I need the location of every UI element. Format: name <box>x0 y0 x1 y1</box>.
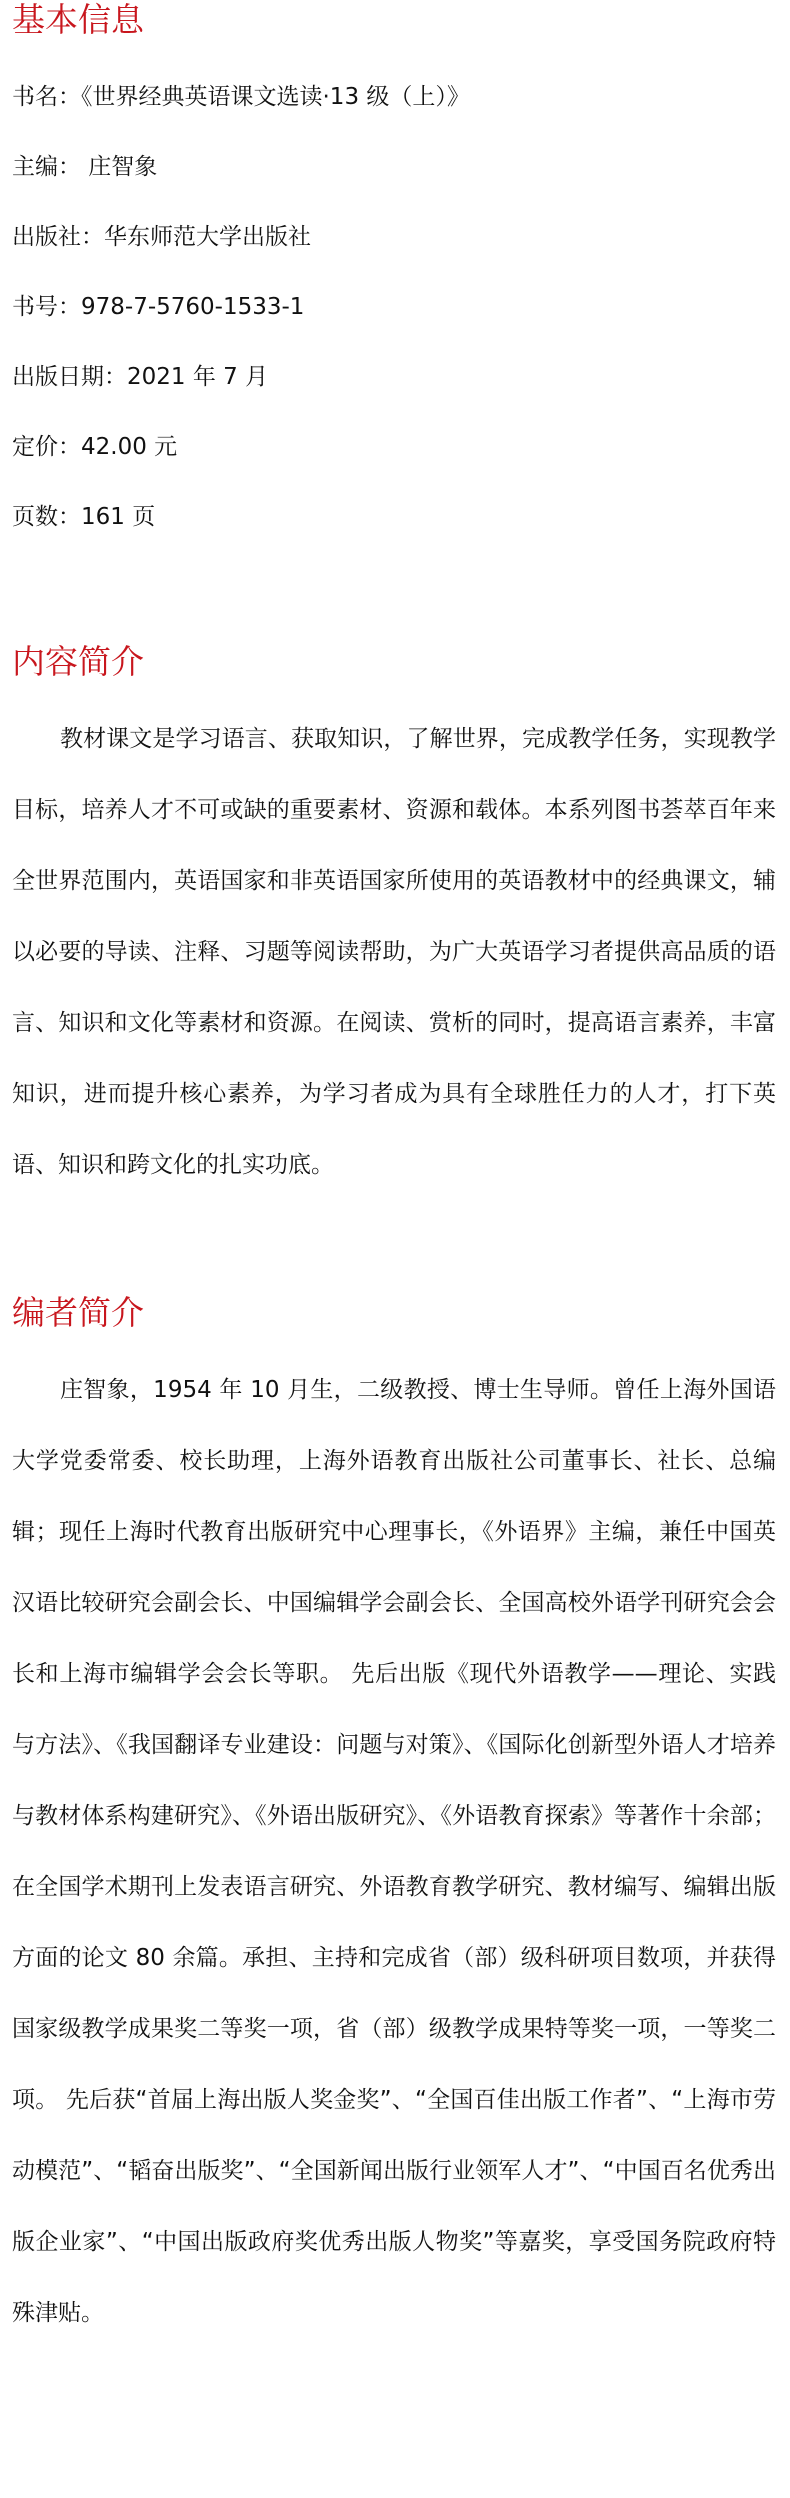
content-intro-text: 教材课文是学习语言、获取知识，了解世界，完成教学任务，实现教学目标，培养人才不可或缺的重要素材、资源和载体。本系列图书荟萃百年来全世界范围内，英语国家和非英语国家所使用的英语教材中的经典课文，辅以必要的导读、注释、习题等阅读帮助，为广大英语学习者提供高品质的语言、知识和文化等素材和资源。在阅读、赏析的同时，提高语言素养，丰富知识，进而提升核心素养，为学习者成为具有全球胜任力的人才，打下英语、知识和跨文化的扎实功底。 <box>12 726 776 1178</box>
editor-intro-text: 庄智象，1954 年 10 月生，二级教授、博士生导师。曾任上海外国语大学党委常委、校长助理，上海外语教育出版社公司董事长、社长、总编辑；现任上海时代教育出版研究中心理事长，《外语界》主编，兼任中国英汉语比较研究会副会长、中国编辑学会副会长、全国高校外语学刊研究会会长和上海市编辑学会会长等职。 先后出版《现代外语教学——理论、实践与方法》、《我国翻译专业建设：问题与对策》、《国际化创新型外语人才培养与教材体系构建研究》、《外语出版研究》、《外语教育探索》等著作十余部；在全国学术期刊上发表语言研究、外语教育教学研究、教材编写、编辑出版方面的论文 80 余篇。承担、主持和完成省（部）级科研项目数项，并获得国家级教学成果奖二等奖一项，省（部）级教学成果特等奖一项，一等奖二项。 先后获“首届上海出版人奖金奖”、“全国百佳出版工作者”、“上海市劳动模范”、“韬奋出版奖”、“全国新闻出版行业领军人才”、“中国百名优秀出版企业家”、“中国出版政府奖优秀出版人物奖”等嘉奖，享受国务院政府特殊津贴。 <box>12 1377 776 2326</box>
basic-info-list <box>12 62 776 552</box>
editor-intro-heading: 编者简介 <box>12 1293 144 1332</box>
info-price: 定价：42.00 元 <box>12 434 178 460</box>
content-intro-heading: 内容简介 <box>12 642 144 681</box>
info-publisher: 出版社：华东师范大学出版社 <box>12 224 311 250</box>
basic-info-heading: 基本信息 <box>12 0 144 39</box>
info-book-title: 书名：《世界经典英语课文选读·13 级（上）》 <box>12 84 470 110</box>
info-page-count: 页数：161 页 <box>12 504 156 530</box>
info-chief-editor: 主编： 庄智象 <box>12 154 158 180</box>
info-publish-date: 出版日期：2021 年 7 月 <box>12 364 269 390</box>
info-isbn: 书号：978-7-5760-1533-1 <box>12 294 305 320</box>
